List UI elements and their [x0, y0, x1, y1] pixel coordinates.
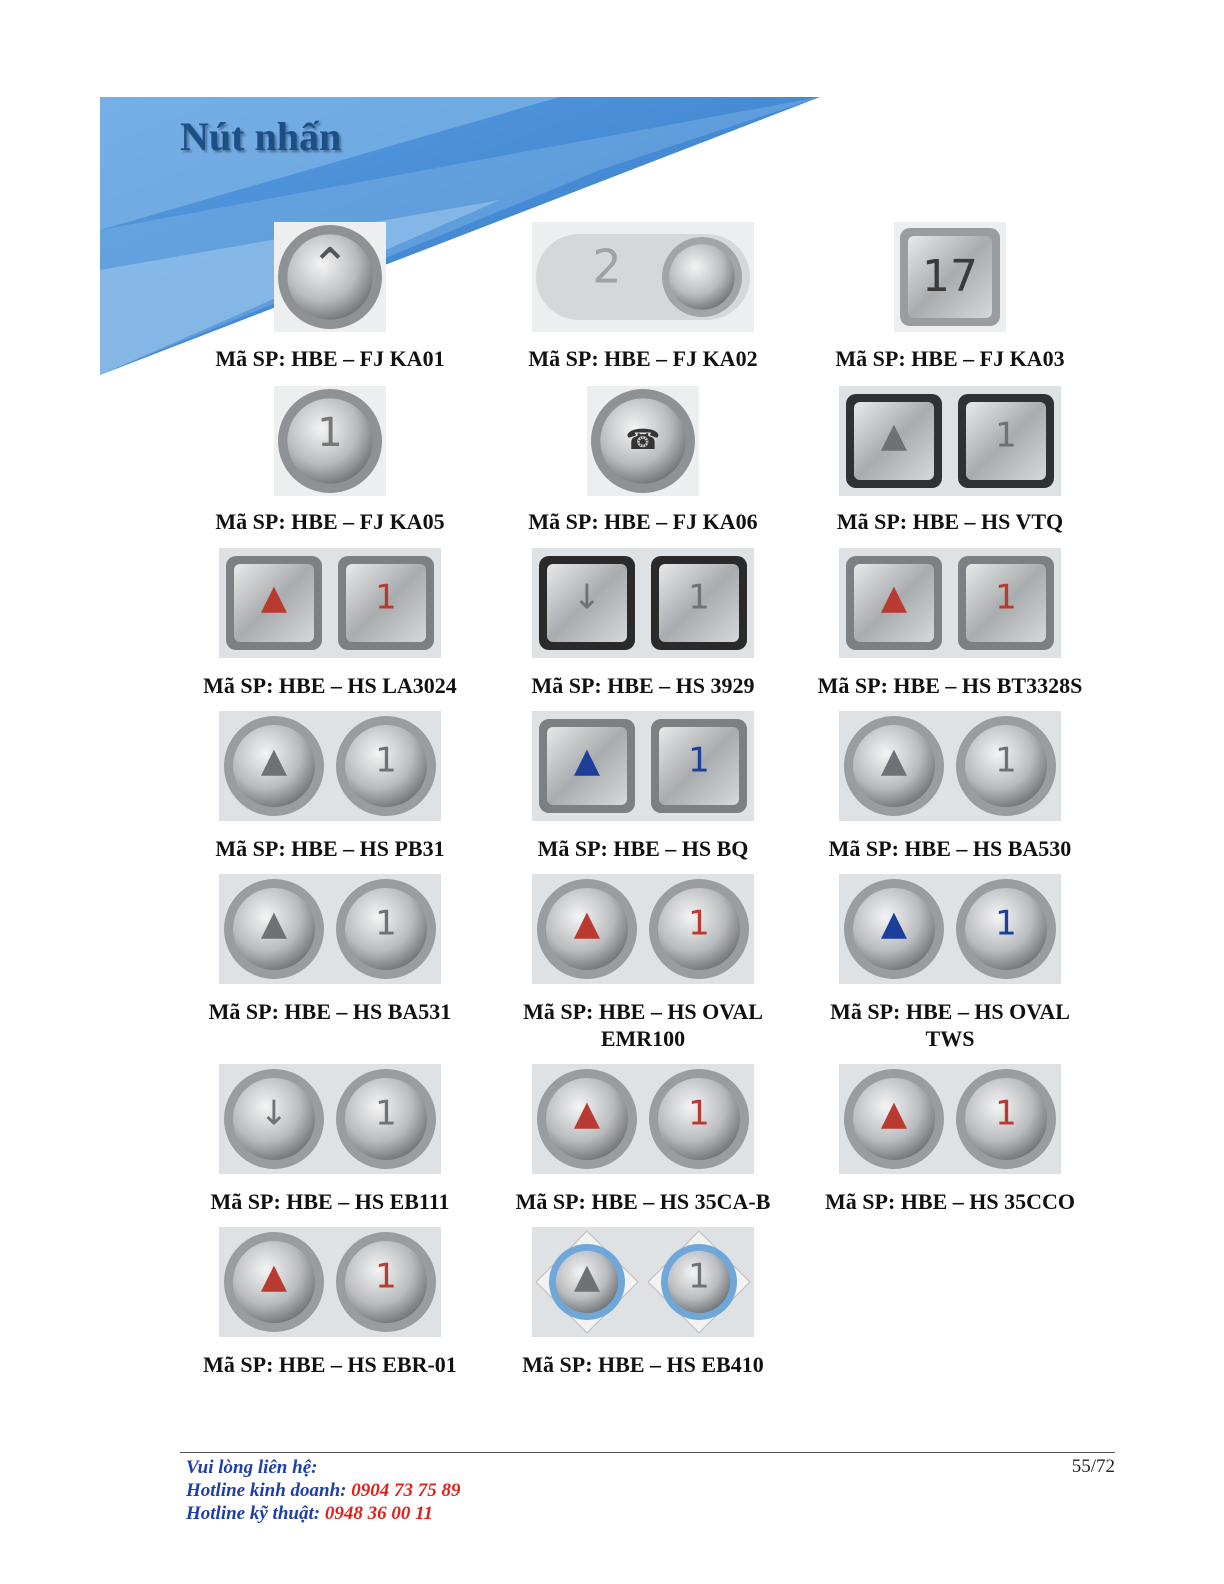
- svg-text:▲: ▲: [880, 903, 908, 944]
- product-code: Mã SP: HBE – HS BQ: [537, 836, 749, 861]
- svg-text:▲: ▲: [880, 415, 908, 456]
- product-code: Mã SP: HBE – FJ KA05: [215, 509, 445, 534]
- round-button-pair-icon: [839, 874, 1061, 984]
- svg-text:1: 1: [375, 1256, 397, 1297]
- round-button-pair-icon: [532, 1064, 754, 1174]
- svg-text:1: 1: [375, 903, 397, 944]
- product-code: Mã SP: HBE – HS EBR-01: [203, 1352, 457, 1377]
- product-code: Mã SP: HBE – HS 35CA-B: [515, 1189, 771, 1214]
- diamond-button-pair-icon: [532, 1227, 754, 1337]
- round-button-floor-1-icon: [274, 386, 386, 496]
- svg-text:⌃: ⌃: [309, 238, 351, 294]
- product-code: Mã SP: HBE – HS BA530: [828, 836, 1072, 861]
- svg-text:1: 1: [375, 1093, 397, 1134]
- product-code: Mã SP: HBE – HS OVAL EMR100: [523, 999, 763, 1051]
- footer-contact: [186, 1456, 461, 1525]
- footer-divider: [180, 1452, 1115, 1453]
- round-button-up-chevron-icon: [274, 222, 386, 332]
- round-button-pair-icon: [219, 711, 441, 821]
- sales-hotline-phone: 0904 73 75 89: [351, 1480, 461, 1501]
- svg-text:▲: ▲: [260, 1256, 288, 1297]
- svg-text:1: 1: [375, 577, 397, 618]
- svg-text:1: 1: [995, 740, 1017, 781]
- svg-text:1: 1: [995, 1093, 1017, 1134]
- square-button-pair-icon: [219, 548, 441, 658]
- svg-text:↓: ↓: [259, 1093, 289, 1134]
- header-banner: [0, 0, 1224, 400]
- round-button-pair-icon: [219, 1227, 441, 1337]
- svg-text:▲: ▲: [573, 740, 601, 781]
- page-number: 55/72: [1071, 1456, 1115, 1477]
- product-code: Mã SP: HBE – FJ KA06: [528, 509, 758, 534]
- pill-button-floor-2-icon: [532, 222, 754, 332]
- svg-text:☎: ☎: [625, 423, 661, 456]
- round-button-pair-icon: [839, 1064, 1061, 1174]
- round-button-pair-icon: [219, 1064, 441, 1174]
- svg-text:▲: ▲: [260, 903, 288, 944]
- round-button-pair-icon: [839, 711, 1061, 821]
- svg-text:▲: ▲: [880, 577, 908, 618]
- svg-text:▲: ▲: [880, 740, 908, 781]
- svg-text:1: 1: [375, 740, 397, 781]
- product-code: Mã SP: HBE – HS OVAL TWS: [830, 999, 1070, 1051]
- product-code: Mã SP: HBE – HS 35CCO: [825, 1189, 1075, 1214]
- svg-text:1: 1: [688, 903, 710, 944]
- tech-hotline-label: Hotline kỹ thuật:: [186, 1503, 325, 1524]
- svg-text:1: 1: [688, 1256, 710, 1297]
- product-code: Mã SP: HBE – HS 3929: [531, 673, 755, 698]
- svg-text:1: 1: [995, 903, 1017, 944]
- svg-text:1: 1: [995, 577, 1017, 618]
- product-code: Mã SP: HBE – HS EB410: [522, 1352, 764, 1377]
- sales-hotline-label: Hotline kinh doanh:: [186, 1480, 352, 1501]
- svg-text:▲: ▲: [573, 1093, 601, 1134]
- svg-text:▲: ▲: [260, 577, 288, 618]
- svg-text:1: 1: [688, 1093, 710, 1134]
- square-button-floor-17-icon: [894, 222, 1006, 332]
- svg-text:▲: ▲: [573, 1256, 601, 1297]
- product-code: Mã SP: HBE – HS BT3328S: [817, 673, 1083, 698]
- svg-text:1: 1: [317, 410, 343, 456]
- svg-text:1: 1: [688, 740, 710, 781]
- round-button-pair-icon: [532, 874, 754, 984]
- square-button-pair-icon: [532, 711, 754, 821]
- svg-text:1: 1: [995, 415, 1017, 456]
- svg-text:1: 1: [688, 577, 710, 618]
- product-code: Mã SP: HBE – FJ KA02: [528, 346, 758, 371]
- product-code: Mã SP: HBE – HS BA531: [208, 999, 452, 1024]
- tech-hotline-phone: 0948 36 00 11: [324, 1503, 434, 1524]
- svg-text:↓: ↓: [572, 577, 602, 618]
- product-code: Mã SP: HBE – HS PB31: [215, 836, 445, 861]
- square-button-pair-icon: [839, 386, 1061, 496]
- page-title: Nút nhấn: [180, 114, 342, 159]
- contact-label: Vui lòng liên hệ:: [186, 1457, 318, 1478]
- svg-text:▲: ▲: [573, 903, 601, 944]
- square-button-pair-icon: [532, 548, 754, 658]
- round-button-phone-icon: [587, 386, 699, 496]
- svg-text:▲: ▲: [880, 1093, 908, 1134]
- sales-hotline: [186, 1479, 461, 1502]
- round-button-pair-icon: [219, 874, 441, 984]
- product-code: Mã SP: HBE – HS VTQ: [836, 509, 1064, 534]
- product-code: Mã SP: HBE – FJ KA01: [215, 346, 445, 371]
- product-code: Mã SP: HBE – FJ KA03: [835, 346, 1065, 371]
- svg-text:2: 2: [592, 239, 622, 294]
- tech-hotline: [186, 1502, 461, 1525]
- floor-number-label: 17: [922, 251, 978, 302]
- svg-text:▲: ▲: [260, 740, 288, 781]
- product-code: Mã SP: HBE – HS EB111: [210, 1189, 450, 1214]
- square-button-pair-icon: [839, 548, 1061, 658]
- product-code: Mã SP: HBE – HS LA3024: [203, 673, 457, 698]
